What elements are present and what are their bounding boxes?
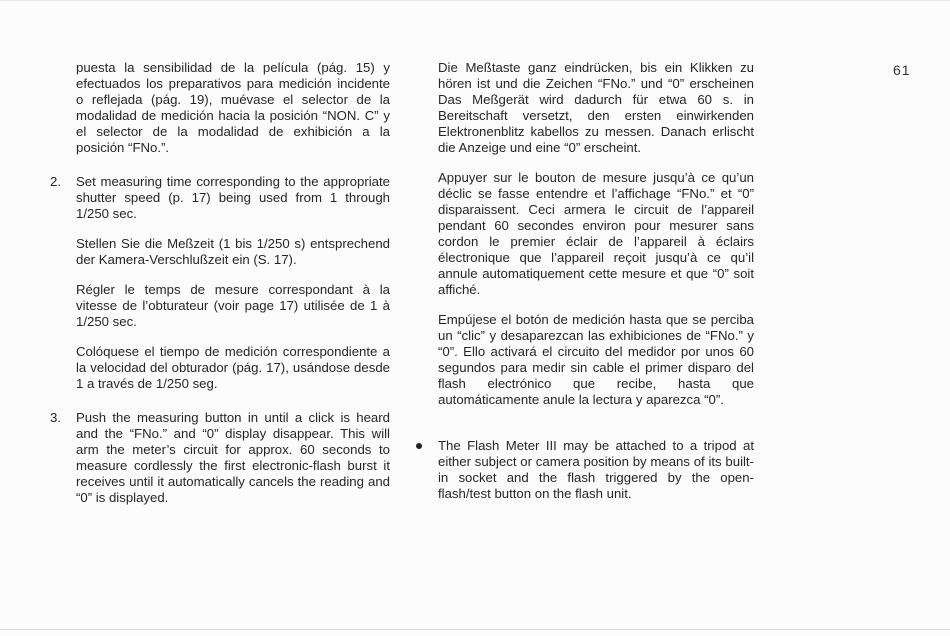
- step-2-marker: 2.: [50, 174, 61, 189]
- step-2-english: Set measuring time corresponding to the appropriate shutter speed (p. 17) being used from 1 through 1/250 sec.: [76, 174, 390, 221]
- step-3-spanish: Empújese el botón de medición hasta que se perciba un “clic” y desaparezcan las exhibiciones de “FNo.” y “0”. Ello activará el circuito del medidor por unos 60 segundos para medir sin cable el primer disparo del flash electrónico que recibe, hasta que automáticamente anule la lectura y aparezca “0”.: [438, 312, 754, 407]
- step-3-german: Die Meßtaste ganz eindrücken, bis ein Klikken zu hören ist und die Zeichen “FNo.” und “0” erscheinen Das Meßgerät wird dadurch für etwa 60 s. in Bereitschaft versetzt, den ersten einwirkenden Elektronenblitz kabellos zu messen. Danach erlischt die Anzeige und eine “0” erscheint.: [438, 60, 754, 155]
- step-3-english: Push the measuring button in until a click is heard and the “FNo.” and “0” display disappear. This will arm the meter’s circuit for approx. 60 seconds to measure cordlessly the first electronic-flash burst it receives until it automatically cancels the reading and “0” is displayed.: [76, 410, 390, 505]
- tripod-note-english: The Flash Meter III may be attached to a tripod at either subject or camera position by means of its built-in socket and the flash triggered by the open-flash/test button on the flash unit.: [438, 438, 754, 501]
- bullet-icon: [416, 443, 422, 449]
- step-2-spanish: Colóquese el tiempo de medición correspondiente a la velocidad del obturador (pág. 17), usándose desde 1 a través de 1/250 seg.: [76, 344, 390, 391]
- step-2-french: Régler le temps de mesure correspondant à la vitesse de l’obturateur (voir page 17) utilisée de 1 à 1/250 sec.: [76, 282, 390, 329]
- right-column: [438, 60, 754, 502]
- step-2-block: [50, 174, 390, 392]
- intro-spanish-paragraph: puesta la sensibilidad de la película (pág. 15) y efectuados los preparativos para medición incidente o reflejada (pág. 19), muévase el selector de la modalidad de medición hacia la posición “NON. C” y el selector de la modalidad de exhibición a la posición “FNo.”.: [76, 60, 390, 155]
- step-3-french: Appuyer sur le bouton de mesure jusqu’à ce qu’un déclic se fasse entendre et l’affichage “FNo.” et “0” disparaissent. Ceci armera le circuit de l’appareil pendant 60 secondes environ pour mesurer sans cordon le premier éclair de l’appareil à éclairs électronique que l’appareil reçoit jusqu’à ce qu’il annule automatiquement cette mesure et que “0” soit affiché.: [438, 170, 754, 297]
- step-2-german: Stellen Sie die Meßzeit (1 bis 1/250 s) entsprechend der Kamera-Verschlußzeit ein (S. 17).: [76, 236, 390, 267]
- step-3-block: [50, 410, 390, 506]
- top-edge-rule: [0, 0, 950, 1]
- page-number: 61: [893, 62, 911, 78]
- tripod-note-block: [438, 438, 754, 502]
- left-column: [50, 60, 390, 506]
- step-3-marker: 3.: [50, 410, 61, 425]
- bottom-edge-rule: [0, 629, 950, 630]
